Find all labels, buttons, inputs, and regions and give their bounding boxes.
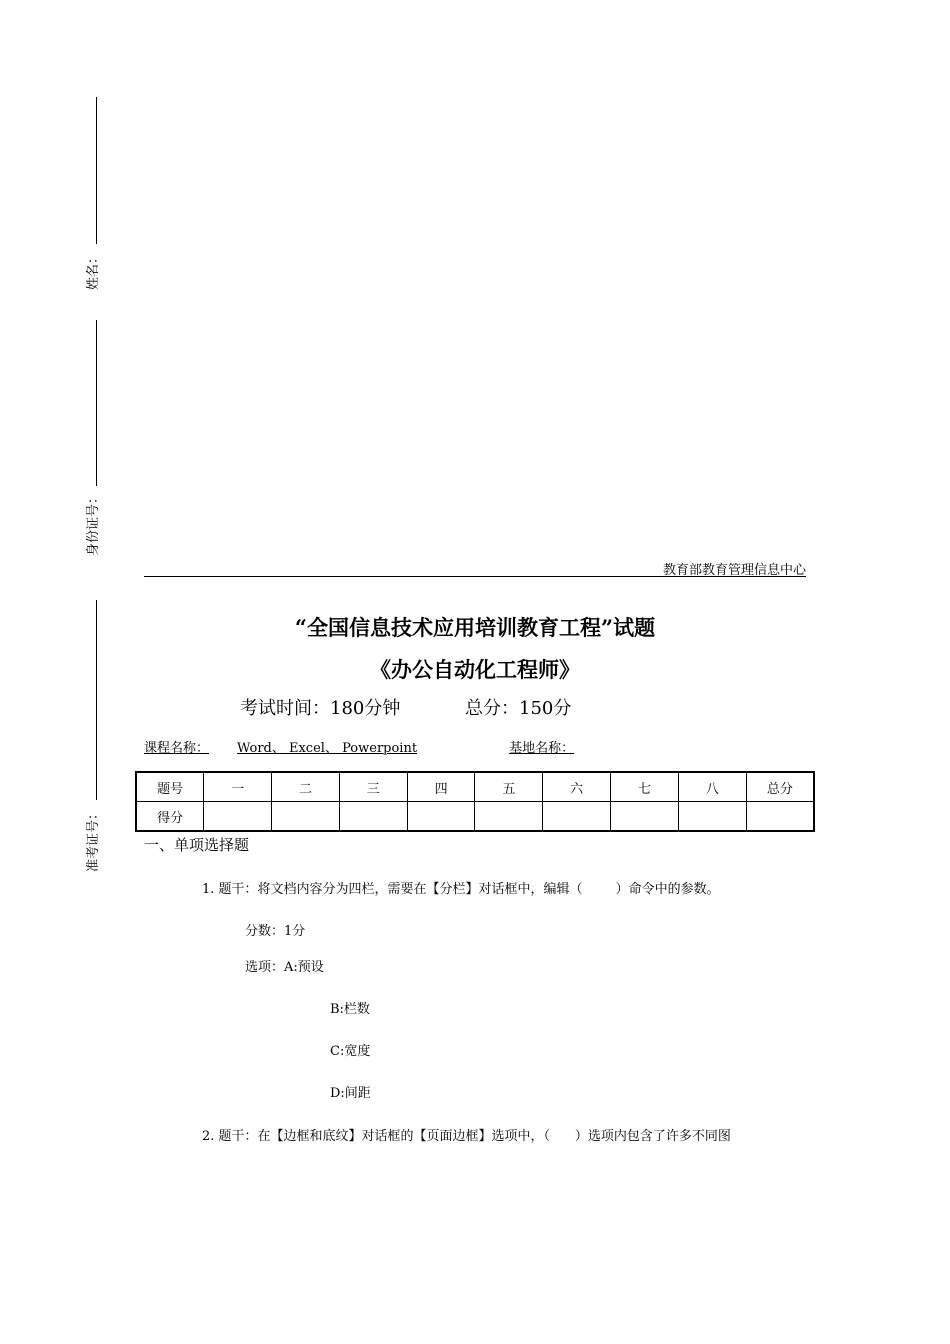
- question-2-stem: 2. 题干：在【边框和底纹】对话框的【页面边框】选项中，（ ）选项内包含了许多不同图: [202, 1129, 731, 1144]
- header-rule: [144, 576, 806, 577]
- table-cell: 二: [272, 772, 340, 802]
- table-cell: 得分: [136, 802, 204, 832]
- score-input-cell: [272, 802, 340, 832]
- score-input-cell: [611, 802, 679, 832]
- table-cell: 八: [678, 772, 746, 802]
- option-c: C:宽度: [330, 1044, 371, 1059]
- course-line: [144, 737, 596, 756]
- option-a: A:预设: [284, 960, 324, 975]
- course-label: 课程名称：: [144, 741, 210, 756]
- table-cell: 四: [407, 772, 475, 802]
- score-input-cell: [475, 802, 543, 832]
- exam-no-label: 准考证号：: [86, 806, 101, 872]
- section-heading: 一、单项选择题: [144, 836, 250, 854]
- option-d: D:间距: [330, 1086, 371, 1101]
- table-cell: 七: [611, 772, 679, 802]
- score-input-cell: [543, 802, 611, 832]
- name-line: [96, 97, 97, 244]
- exam-time: 考试时间：180分钟: [240, 698, 401, 719]
- score-table: [135, 771, 815, 832]
- table-row: [136, 802, 814, 832]
- base-label: 基地名称：: [509, 741, 575, 756]
- name-label: 姓名：: [86, 250, 101, 290]
- organization-name: 教育部教育管理信息中心: [662, 563, 806, 578]
- table-cell: 五: [475, 772, 543, 802]
- table-row: [136, 772, 814, 802]
- question-1-options: [245, 956, 324, 975]
- page-subtitle: 《办公自动化工程师》: [370, 657, 580, 682]
- exam-total: 总分：150分: [465, 698, 572, 719]
- table-cell: 六: [543, 772, 611, 802]
- question-1-stem: 1. 题干：将文档内容分为四栏，需要在【分栏】对话框中，编辑（ ）命令中的参数。: [202, 882, 720, 897]
- table-cell: 总分: [746, 772, 814, 802]
- page-title: “全国信息技术应用培训教育工程”试题: [294, 615, 656, 640]
- course-value: Word、 Excel、 Powerpoint: [237, 741, 418, 756]
- score-input-cell: [339, 802, 407, 832]
- table-cell: 一: [204, 772, 272, 802]
- score-input-cell: [204, 802, 272, 832]
- id-line: [96, 320, 97, 486]
- table-cell: 三: [339, 772, 407, 802]
- table-cell: 题号: [136, 772, 204, 802]
- option-b: B:栏数: [330, 1002, 370, 1017]
- id-label: 身份证号：: [86, 490, 101, 556]
- options-label: 选项：: [245, 960, 285, 975]
- score-input-cell: [407, 802, 475, 832]
- score-input-cell: [746, 802, 814, 832]
- score-input-cell: [678, 802, 746, 832]
- question-1-score: 分数：1分: [245, 924, 306, 939]
